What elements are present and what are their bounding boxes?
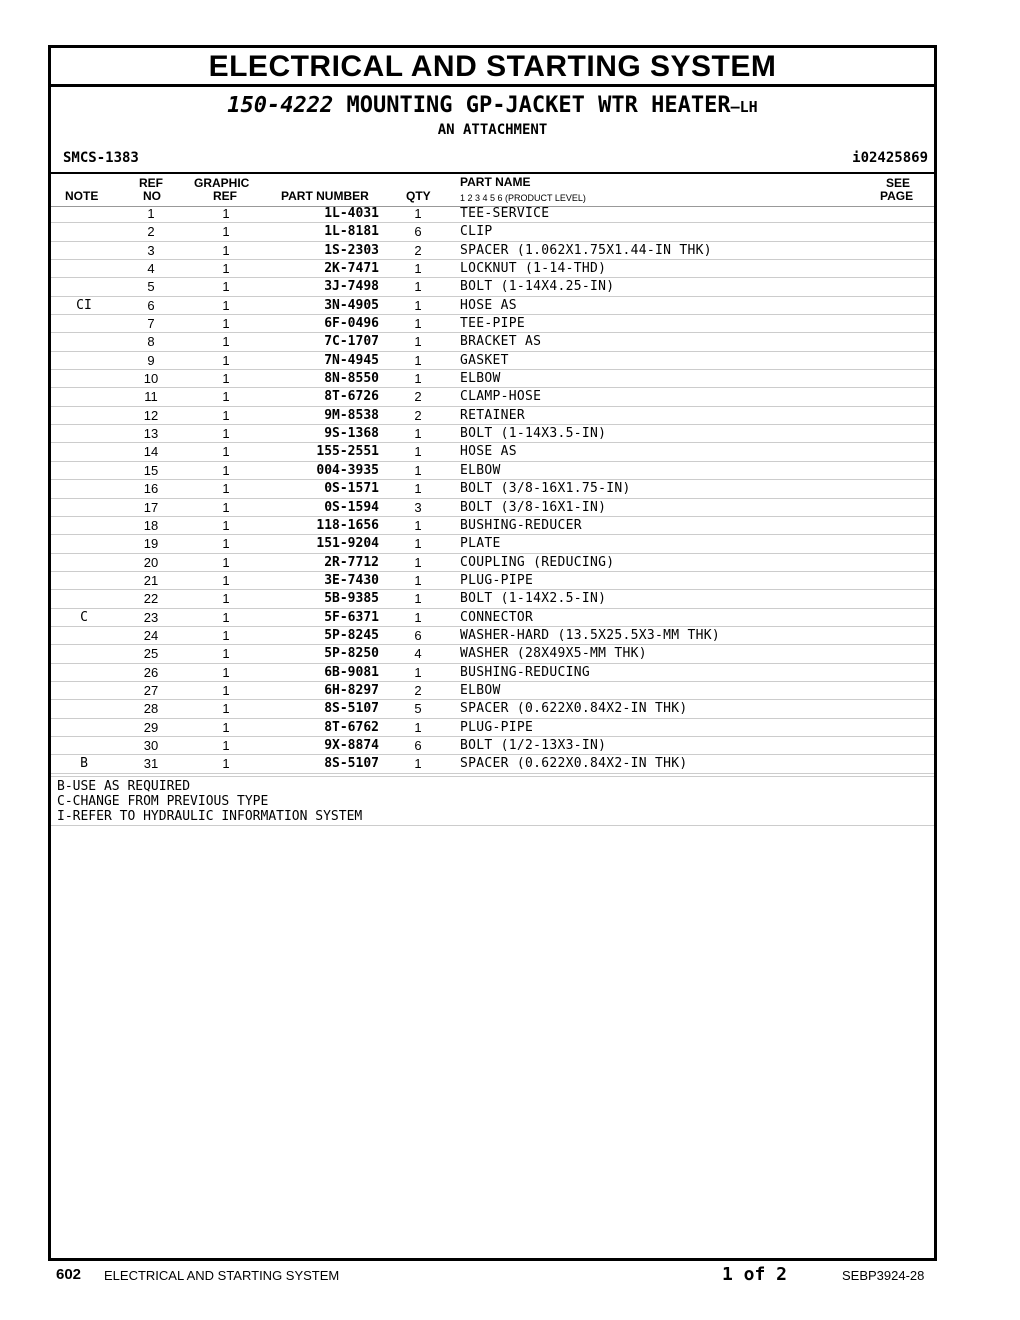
part-number-cell: 004-3935 [316, 462, 379, 478]
qty-cell: 1 [414, 297, 422, 313]
ref-no-cell: 14 [143, 444, 159, 460]
graphic-ref-cell: 1 [222, 591, 230, 607]
ref-no-cell: 6 [147, 297, 155, 313]
qty-cell: 1 [414, 279, 422, 295]
ref-no-cell: 5 [147, 279, 155, 295]
part-number-cell: 118-1656 [316, 517, 379, 533]
ref-no-cell: 25 [143, 646, 159, 662]
part-number-cell: 8S-5107 [324, 756, 379, 772]
qty-cell: 1 [414, 462, 422, 478]
qty-cell: 2 [414, 407, 422, 423]
parts-page-frame [48, 45, 937, 1261]
table-row [51, 535, 934, 553]
table-row [51, 388, 934, 406]
qty-cell: 1 [414, 609, 422, 625]
part-name-cell: TEE-PIPE [460, 316, 526, 332]
col-ref-top: REF [139, 176, 163, 190]
graphic-ref-cell: 1 [222, 407, 230, 423]
part-name-cell: GASKET [460, 352, 509, 368]
ref-no-cell: 2 [147, 224, 155, 240]
group-title [51, 92, 934, 121]
qty-cell: 1 [414, 481, 422, 497]
graphic-ref-cell: 1 [222, 316, 230, 332]
part-number-cell: 1L-8181 [324, 224, 379, 240]
col-see-top: SEE [886, 176, 911, 190]
qty-cell: 1 [414, 517, 422, 533]
qty-cell: 1 [414, 352, 422, 368]
ref-no-cell: 26 [143, 664, 159, 680]
part-name-cell: HOSE AS [460, 444, 517, 460]
graphic-ref-cell: 1 [222, 701, 230, 717]
part-number-cell: 0S-1571 [324, 481, 379, 497]
graphic-ref-cell: 1 [222, 426, 230, 442]
part-name-cell: SPACER (0.622X0.84X2-IN THK) [460, 701, 688, 717]
qty-cell: 1 [414, 756, 422, 772]
part-number-cell: 6B-9081 [324, 664, 379, 680]
part-name-cell: TEE-SERVICE [460, 206, 550, 221]
table-row [51, 205, 934, 223]
col-part-name: PART NAME [460, 175, 531, 189]
table-row [51, 645, 934, 663]
part-name-cell: SPACER (0.622X0.84X2-IN THK) [460, 756, 688, 772]
part-number-cell: 7C-1707 [324, 334, 379, 350]
table-row [51, 223, 934, 241]
graphic-ref-cell: 1 [222, 664, 230, 680]
part-number-cell: 9S-1368 [324, 426, 379, 442]
qty-cell: 1 [414, 261, 422, 277]
graphic-ref-cell: 1 [222, 719, 230, 735]
graphic-ref-cell: 1 [222, 627, 230, 643]
table-row [51, 242, 934, 260]
part-number-cell: 1S-2303 [324, 242, 379, 258]
part-number-cell: 6H-8297 [324, 682, 379, 698]
graphic-ref-cell: 1 [222, 462, 230, 478]
table-row [51, 352, 934, 370]
ref-no-cell: 23 [143, 609, 159, 625]
ref-no-cell: 3 [147, 242, 155, 258]
col-product-levels: 1 2 3 4 5 6 (PRODUCT LEVEL) [460, 193, 586, 203]
ref-no-cell: 30 [143, 737, 159, 753]
table-row [51, 755, 934, 773]
qty-cell: 1 [414, 316, 422, 332]
attachment-label: AN ATTACHMENT [437, 122, 548, 138]
table-header [51, 172, 934, 207]
ref-no-cell: 9 [147, 352, 155, 368]
graphic-ref-cell: 1 [222, 536, 230, 552]
qty-cell: 6 [414, 224, 422, 240]
part-number-cell: 9M-8538 [324, 407, 379, 423]
qty-cell: 2 [414, 389, 422, 405]
ref-no-cell: 15 [143, 462, 159, 478]
table-row [51, 499, 934, 517]
part-name-cell: PLUG-PIPE [460, 572, 534, 588]
qty-cell: 1 [414, 591, 422, 607]
part-number-cell: 8S-5107 [324, 701, 379, 717]
footer-title: ELECTRICAL AND STARTING SYSTEM [104, 1268, 340, 1283]
qty-cell: 1 [414, 572, 422, 588]
graphic-ref-cell: 1 [222, 481, 230, 497]
ref-no-cell: 28 [143, 701, 159, 717]
graphic-ref-cell: 1 [222, 517, 230, 533]
col-graphic-bottom: REF [213, 189, 237, 203]
table-row [51, 682, 934, 700]
col-note: NOTE [65, 189, 99, 203]
qty-cell: 1 [414, 426, 422, 442]
ref-no-cell: 17 [143, 499, 159, 515]
part-name-cell: BOLT (3/8-16X1.75-IN) [460, 481, 631, 497]
part-name-cell: SPACER (1.062X1.75X1.44-IN THK) [460, 242, 712, 258]
graphic-ref-cell: 1 [222, 279, 230, 295]
col-graphic-top: GRAPHIC [194, 176, 250, 190]
qty-cell: 1 [414, 206, 422, 221]
qty-cell: 3 [414, 499, 422, 515]
qty-cell: 6 [414, 627, 422, 643]
graphic-ref-cell: 1 [222, 206, 230, 221]
table-row [51, 572, 934, 590]
notes-block [51, 776, 934, 826]
table-row [51, 480, 934, 498]
part-name-cell: BOLT (1-14X2.5-IN) [460, 591, 607, 607]
col-part-number: PART NUMBER [281, 189, 369, 203]
table-row [51, 297, 934, 315]
page-of: 1 of 2 [722, 1264, 788, 1285]
table-row [51, 700, 934, 718]
part-number-cell: 7N-4945 [324, 352, 379, 368]
qty-cell: 2 [414, 242, 422, 258]
part-number-cell: 9X-8874 [324, 737, 379, 753]
part-number-cell: 6F-0496 [324, 316, 379, 332]
qty-cell: 4 [414, 646, 422, 662]
note-cell: B [80, 756, 88, 772]
ref-no-cell: 27 [143, 682, 159, 698]
ref-no-cell: 18 [143, 517, 159, 533]
part-name-cell: WASHER (28X49X5-MM THK) [460, 646, 647, 662]
qty-cell: 1 [414, 334, 422, 350]
part-number-cell: 2R-7712 [324, 554, 379, 570]
part-name-cell: BOLT (3/8-16X1-IN) [460, 499, 607, 515]
graphic-ref-cell: 1 [222, 261, 230, 277]
group-part-number: 150-4222 [227, 93, 334, 118]
part-name-cell: BRACKET AS [460, 334, 542, 350]
ref-no-cell: 16 [143, 481, 159, 497]
table-row [51, 407, 934, 425]
ref-no-cell: 12 [143, 407, 159, 423]
graphic-ref-cell: 1 [222, 609, 230, 625]
part-name-cell: ELBOW [460, 371, 501, 387]
ref-no-cell: 22 [143, 591, 159, 607]
ref-no-cell: 8 [147, 334, 155, 350]
graphic-ref-cell: 1 [222, 297, 230, 313]
qty-cell: 2 [414, 682, 422, 698]
note-cell: C [80, 609, 88, 625]
graphic-ref-cell: 1 [222, 334, 230, 350]
part-name-cell: ELBOW [460, 682, 501, 698]
table-row [51, 443, 934, 461]
table-row [51, 664, 934, 682]
section-title: ELECTRICAL AND STARTING SYSTEM [51, 48, 934, 87]
part-name-cell: RETAINER [460, 407, 526, 423]
part-name-cell: BOLT (1-14X3.5-IN) [460, 426, 607, 442]
graphic-ref-cell: 1 [222, 554, 230, 570]
col-ref-bottom: NO [143, 189, 161, 203]
graphic-ref-cell: 1 [222, 499, 230, 515]
graphic-ref-cell: 1 [222, 756, 230, 772]
table-row [51, 425, 934, 443]
part-number-cell: 5B-9385 [324, 591, 379, 607]
part-number-cell: 3J-7498 [324, 279, 379, 295]
col-qty: QTY [406, 189, 431, 203]
ref-no-cell: 31 [143, 756, 159, 772]
parts-table-body [51, 205, 934, 774]
note-cell: CI [76, 297, 92, 313]
graphic-ref-cell: 1 [222, 682, 230, 698]
part-number-cell: 2K-7471 [324, 261, 379, 277]
part-number-cell: 0S-1594 [324, 499, 379, 515]
table-row [51, 590, 934, 608]
table-row [51, 719, 934, 737]
table-row [51, 627, 934, 645]
ref-no-cell: 20 [143, 554, 159, 570]
ref-no-cell: 1 [147, 206, 155, 221]
ref-no-cell: 19 [143, 536, 159, 552]
qty-cell: 1 [414, 444, 422, 460]
ref-no-cell: 11 [144, 389, 158, 405]
ref-no-cell: 24 [143, 627, 159, 643]
graphic-ref-cell: 1 [222, 224, 230, 240]
qty-cell: 1 [414, 719, 422, 735]
ref-no-cell: 4 [147, 261, 155, 277]
graphic-ref-cell: 1 [222, 646, 230, 662]
part-name-cell: LOCKNUT (1-14-THD) [460, 261, 607, 277]
part-name-cell: PLUG-PIPE [460, 719, 534, 735]
part-number-cell: 155-2551 [316, 444, 379, 460]
part-number-cell: 5P-8245 [324, 627, 379, 643]
note-c: C-CHANGE FROM PREVIOUS TYPE [57, 794, 269, 809]
part-number-cell: 151-9204 [316, 536, 379, 552]
table-row [51, 315, 934, 333]
ref-no-cell: 7 [147, 316, 155, 332]
part-name-cell: BUSHING-REDUCING [460, 664, 591, 680]
qty-cell: 1 [414, 536, 422, 552]
smcs-code: SMCS-1383 [63, 150, 139, 166]
col-see-bottom: PAGE [880, 189, 914, 203]
table-row [51, 278, 934, 296]
graphic-ref-cell: 1 [222, 737, 230, 753]
qty-cell: 1 [414, 371, 422, 387]
graphic-ref-cell: 1 [222, 572, 230, 588]
table-row [51, 260, 934, 278]
part-name-cell: BOLT (1/2-13X3-IN) [460, 737, 607, 753]
page-footer [0, 1262, 1020, 1292]
table-row [51, 737, 934, 755]
page-number: 602 [56, 1266, 82, 1283]
part-name-cell: HOSE AS [460, 297, 517, 313]
ref-no-cell: 21 [143, 572, 159, 588]
ref-no-cell: 29 [143, 719, 159, 735]
part-name-cell: CLAMP-HOSE [460, 389, 542, 405]
illustration-id: i02425869 [852, 150, 928, 166]
part-name-cell: ELBOW [460, 462, 501, 478]
table-row [51, 462, 934, 480]
part-number-cell: 3E-7430 [324, 572, 379, 588]
graphic-ref-cell: 1 [222, 444, 230, 460]
part-number-cell: 5P-8250 [324, 646, 379, 662]
part-name-cell: BUSHING-REDUCER [460, 517, 582, 533]
part-name-cell: PLATE [460, 536, 501, 552]
table-row [51, 370, 934, 388]
part-number-cell: 8T-6762 [324, 719, 379, 735]
note-b: B-USE AS REQUIRED [57, 779, 191, 794]
qty-cell: 1 [414, 554, 422, 570]
part-name-cell: CLIP [460, 224, 493, 240]
table-row [51, 554, 934, 572]
table-row [51, 333, 934, 351]
graphic-ref-cell: 1 [222, 242, 230, 258]
table-row [51, 609, 934, 627]
qty-cell: 5 [414, 701, 422, 717]
part-name-cell: COUPLING (REDUCING) [460, 554, 615, 570]
group-suffix: —LH [730, 98, 758, 116]
part-name-cell: CONNECTOR [460, 609, 534, 625]
graphic-ref-cell: 1 [222, 352, 230, 368]
part-name-cell: WASHER-HARD (13.5X25.5X3-MM THK) [460, 627, 721, 643]
ref-no-cell: 10 [143, 371, 159, 387]
ref-no-cell: 13 [143, 426, 159, 442]
part-number-cell: 8N-8550 [324, 371, 379, 387]
part-number-cell: 8T-6726 [324, 389, 379, 405]
part-number-cell: 3N-4905 [324, 297, 379, 313]
table-row [51, 517, 934, 535]
graphic-ref-cell: 1 [222, 371, 230, 387]
part-number-cell: 5F-6371 [324, 609, 379, 625]
qty-cell: 6 [414, 737, 422, 753]
graphic-ref-cell: 1 [222, 389, 230, 405]
note-i: I-REFER TO HYDRAULIC INFORMATION SYSTEM [57, 809, 363, 824]
part-name-cell: BOLT (1-14X4.25-IN) [460, 279, 615, 295]
part-number-cell: 1L-4031 [324, 206, 379, 221]
document-id: SEBP3924-28 [842, 1268, 925, 1283]
qty-cell: 1 [414, 664, 422, 680]
group-name: MOUNTING GP-JACKET WTR HEATER [346, 93, 731, 118]
